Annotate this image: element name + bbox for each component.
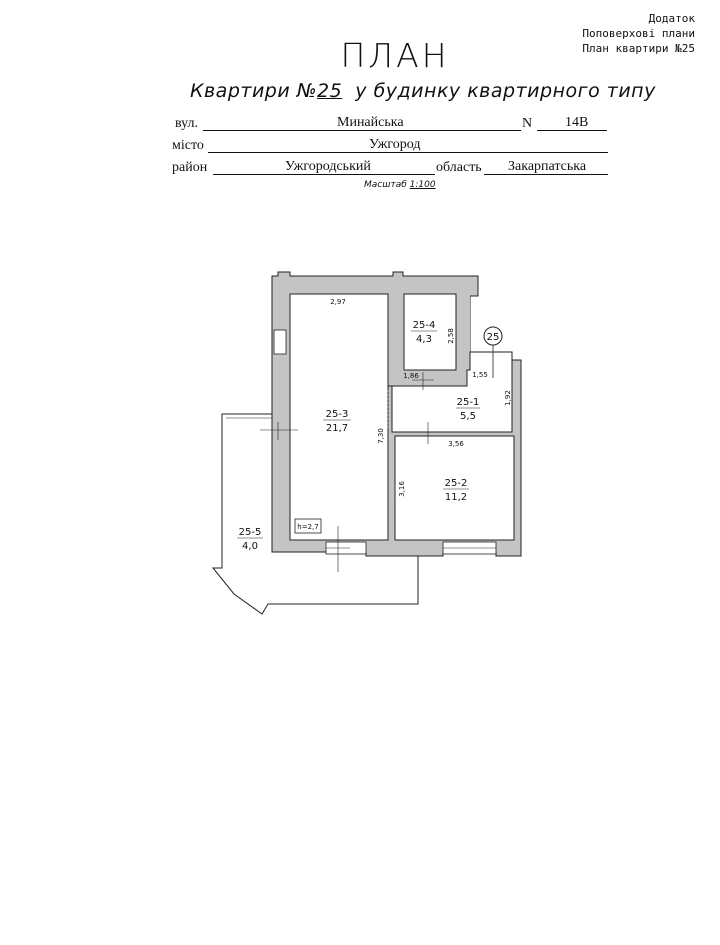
dimension-7-30: 7,30 — [377, 428, 385, 444]
number-label: N — [522, 116, 533, 131]
room-25-1-area: 5,5 — [460, 411, 476, 422]
window-west — [274, 330, 286, 354]
region-label: область — [436, 160, 482, 175]
room-25-5-area: 4,0 — [242, 541, 258, 552]
subtitle-apartment-number: 25 — [317, 80, 343, 102]
region-value: Закарпатська — [508, 159, 587, 174]
district-value: Ужгородський — [285, 159, 371, 174]
page-title: ПЛАН — [340, 36, 450, 75]
room-25-3-id: 25-3 — [325, 409, 349, 420]
scale-label: Масштаб — [364, 180, 407, 190]
dimension-1-92: 1,92 — [504, 390, 512, 406]
dimension-1-55: 1,55 — [472, 371, 488, 379]
apartment-marker-label: 25 — [486, 332, 500, 343]
dimension-2-58: 2,58 — [447, 328, 455, 344]
room-25-1-id: 25-1 — [456, 397, 480, 408]
room-25-3-area: 21,7 — [325, 423, 349, 434]
corner-line-apartment-plan: План квартири №25 — [582, 42, 695, 55]
dimension-2-97: 2,97 — [330, 298, 346, 306]
subtitle-suffix: у будинку квартирного типу — [355, 80, 656, 102]
room-25-5-id: 25-5 — [238, 527, 262, 538]
room-25-4-id: 25-4 — [412, 320, 436, 331]
ceiling-height-label: h=2,7 — [297, 523, 319, 531]
street-label: вул. — [175, 116, 199, 131]
city-value: Ужгород — [369, 137, 421, 152]
district-label: район — [172, 160, 208, 175]
dimension-3-56: 3,56 — [448, 440, 464, 448]
room-25-2-area: 11,2 — [444, 492, 468, 503]
dimension-1-86: 1,86 — [403, 372, 419, 380]
number-value: 14В — [565, 115, 589, 130]
city-label: місто — [172, 138, 204, 153]
scale-value: 1:100 — [409, 180, 436, 190]
street-value: Минайська — [337, 115, 404, 130]
subtitle-prefix: Квартири № — [190, 80, 318, 102]
room-25-2-id: 25-2 — [444, 478, 468, 489]
room-25-4-area: 4,3 — [416, 334, 432, 345]
corner-line-floor-plans: Поповерхові плани — [582, 27, 695, 40]
corner-line-appendix: Додаток — [648, 12, 695, 25]
dimension-3-16: 3,16 — [398, 481, 406, 497]
